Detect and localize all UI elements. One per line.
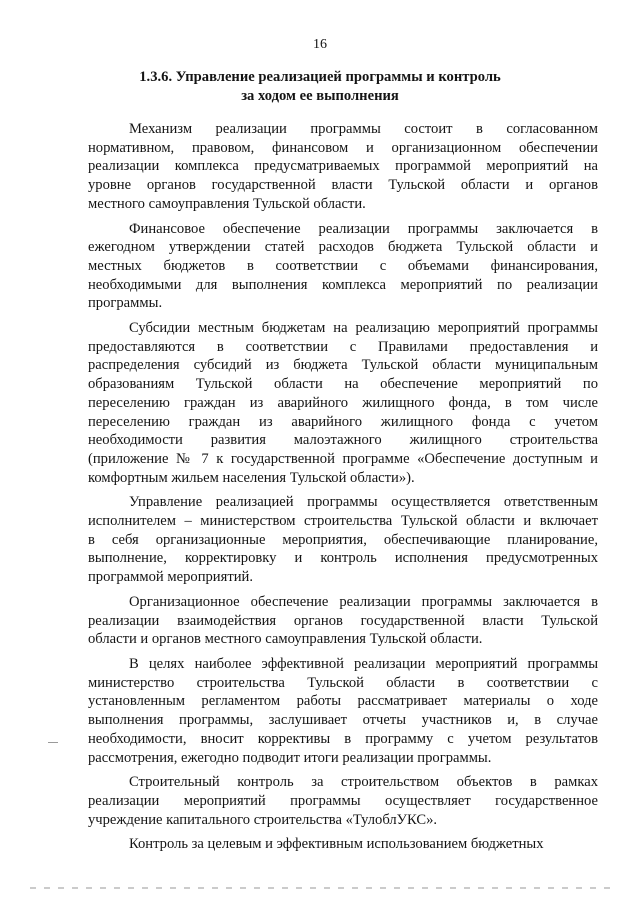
paragraph-line: переселению граждан из аварийного жилищного фонда, в том числе xyxy=(88,394,598,411)
section-heading xyxy=(90,68,550,106)
section-heading-line-2: за ходом ее выполнения xyxy=(241,88,399,104)
paragraph-line: программы. xyxy=(88,295,163,312)
paragraph-line: местных бюджетов в соответствии с объемами финансирования, xyxy=(88,257,598,274)
paragraph xyxy=(88,593,598,649)
paragraph-line: Механизм реализации программы состоит в согласованном xyxy=(129,121,598,137)
paragraph xyxy=(88,493,598,587)
paragraph-line: образованиям Тульской области на обеспечение мероприятий по xyxy=(88,376,598,393)
paragraph-line: выполнения программы, заслушивает отчеты участников и, в случае xyxy=(88,712,598,729)
paragraph-line: Субсидии местным бюджетам на реализацию мероприятий программы xyxy=(129,320,598,337)
paragraph-line: необходимости развития малоэтажного жилищного строительства xyxy=(88,432,598,449)
paragraph-line: реализации мероприятий программы осуществляет государственное xyxy=(88,792,598,809)
paragraph-line: необходимости, вносит коррективы в программу с учетом результатов xyxy=(88,730,598,747)
paragraph-line: рассмотрения, ежегодно подводит итоги реализации программы. xyxy=(88,749,492,766)
paragraph-line: предоставляются в соответствии с Правилами предоставления и xyxy=(88,338,598,355)
paragraph-line: Управление реализацией программы осуществляется ответственным xyxy=(129,494,598,511)
paragraph xyxy=(88,773,598,829)
paragraph xyxy=(88,120,598,214)
paragraph-line: реализации комплекса предусматриваемых программой мероприятий на xyxy=(88,158,598,175)
paragraph-line: местного самоуправления Тульской области. xyxy=(88,195,366,212)
paragraph-line: реализации взаимодействия органов государственной власти Тульской xyxy=(88,612,598,629)
paragraph-line: распределения субсидий из бюджета Тульской области муниципальным xyxy=(88,357,598,374)
paragraph-line: переселению граждан из аварийного жилищного фонда с учетом xyxy=(88,413,598,430)
paragraph xyxy=(88,220,598,314)
paragraph-line: необходимыми для выполнения комплекса мероприятий по реализации xyxy=(88,276,598,293)
page-number: 16 xyxy=(313,37,327,52)
paragraph-line: Организационное обеспечение реализации программы заключается в xyxy=(129,593,598,610)
margin-mark xyxy=(48,742,58,743)
paragraph-line: Финансовое обеспечение реализации программы заключается в xyxy=(129,220,598,237)
paragraph-line: Строительный контроль за строительством объектов в рамках xyxy=(129,774,598,791)
paragraph-line: установленным регламентом работы рассматривает материалы о ходе xyxy=(88,693,598,710)
paragraph-line: программой мероприятий. xyxy=(88,569,253,586)
body-text xyxy=(88,120,598,860)
paragraph-line: В целях наиболее эффективной реализации мероприятий программы xyxy=(129,655,598,672)
scan-artifact-line xyxy=(30,887,610,889)
paragraph xyxy=(88,655,598,767)
paragraph-line: исполнителем – министерством строительства Тульской области и включает xyxy=(88,513,598,530)
paragraph-line: комфортным жильем населения Тульской области»). xyxy=(88,469,415,486)
paragraph-line: учреждение капитального строительства «ТулоблУКС». xyxy=(88,811,438,828)
section-heading-line-1: 1.3.6. Управление реализацией программы и контроль xyxy=(139,69,501,85)
paragraph-line: области и органов местного самоуправления Тульской области. xyxy=(88,631,483,648)
paragraph-line: (приложение № 7 к государственной программе «Обеспечение доступным и xyxy=(88,450,598,467)
paragraph-line: министерство строительства Тульской области в соответствии с xyxy=(88,674,598,691)
paragraph xyxy=(88,319,598,487)
paragraph-line: уровне органов государственной власти Тульской области и органов xyxy=(88,177,598,194)
paragraph-line: Контроль за целевым и эффективным использованием бюджетных xyxy=(129,836,544,853)
paragraph-line: ежегодном утверждении статей расходов бюджета Тульской области и xyxy=(88,239,598,256)
paragraph-line: выполнение, корректировку и контроль исполнения предусмотренных xyxy=(88,550,598,567)
paragraph-line: в себя организационные мероприятия, обеспечивающие планирование, xyxy=(88,531,598,548)
paragraph xyxy=(88,835,598,854)
paragraph-line: нормативном, правовом, финансовом и организационном обеспечении xyxy=(88,139,598,156)
